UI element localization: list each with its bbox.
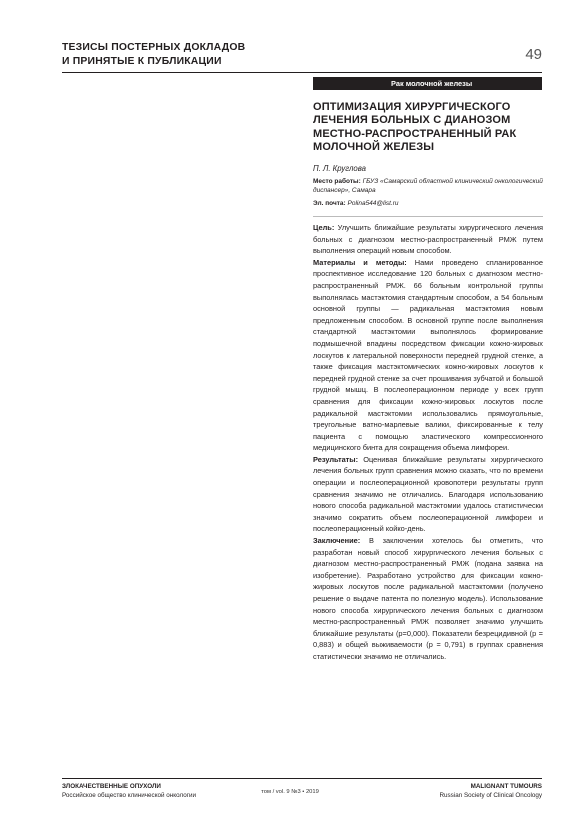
footer-divider [62, 778, 542, 779]
author-name: П. Л. Круглова [313, 164, 366, 173]
header-divider [62, 72, 542, 73]
paragraph-text: Оценивая ближайшие результаты хирургического лечения больных групп сравнения можно сказать, что по времени операции и послеоперационной кровопотери результаты групп сравнения значимо не отличались. Благодаря использованию нового способа радикальной мастэктомии удалось статистически значимо сократить объем послеоперационной лимфореи и послеоперационный койко-день. [313, 454, 543, 534]
article-title-line: МЕСТНО-РАСПРОСТРАНЕННЫЙ РАК [313, 127, 517, 140]
workplace-value: ГБУЗ «Самарский областной клинический онкологический диспансер», Самара [313, 178, 543, 195]
issue-info: том / vol. 9 №3 • 2019 [261, 789, 319, 795]
paragraph-label: Результаты: [313, 454, 359, 464]
paragraph-aim [313, 222, 543, 257]
article-title-line: МОЛОЧНОЙ ЖЕЛЕЗЫ [313, 141, 435, 154]
running-header [62, 41, 245, 68]
paragraph-label: Цель: [313, 223, 335, 232]
paragraph-label: Заключение: [313, 536, 361, 546]
society-name-en: Russian Society of Clinical Oncology [439, 791, 542, 799]
running-header-line-1: ТЕЗИСЫ ПОСТЕРНЫХ ДОКЛАДОВ [62, 42, 246, 53]
paragraph-text: Нами проведено спланированное проспективное исследование 120 больных с диагнозом местно-распространенный РМЖ. 66 больным контрольной группы выполнялась мастэктомия стандартным способом, а 54 больным основной группы — радикальная мастэктомия новым предложенным способом. В основной группе после выполнения стандартной мастэктомии выполнялось формирование подмышечной впадины посредством фиксации кожно-жировых лоскутов к латеральной поверхности передней грудной стенке, а также фиксация мастэктомических кожно-жировых лоскутов к передней грудной стенке за счет прошивания зубчатой и большой грудной мышц. В послеоперационном периоде у всех групп сравнения для фиксации кожно-жировых лоскутов после радикальной мастэктомии использовались прямоугольные, треугольные ватно-марлевые валики, фиксированные к телу пациента с помощью эластического компрессионного медицинского бинта для сокращения объема лимфореи. [313, 257, 543, 453]
society-name-ru: Российское общество клинической онкологии [62, 791, 197, 799]
email-value: Polina544@list.ru [347, 200, 399, 207]
paragraph-methods [313, 257, 543, 454]
email-label: Эл. почта: [313, 200, 346, 207]
workplace-label: Место работы: [313, 178, 361, 185]
abstract-body [313, 222, 543, 663]
paragraph-results [313, 454, 543, 535]
section-label: Рак молочной железы [313, 77, 542, 90]
article-title-line: ОПТИМИЗАЦИЯ ХИРУРГИЧЕСКОГО [313, 101, 511, 113]
journal-name-ru: ЗЛОКАЧЕСТВЕННЫЕ ОПУХОЛИ [62, 783, 161, 790]
workplace [313, 177, 543, 196]
page-number: 49 [525, 46, 542, 63]
paragraph-text: В заключении хотелось бы отметить, что разработан новый способ хирургического лечения больных с диагнозом местно-распространенный РМЖ (подана заявка на изобретение). Разработано устройство для фиксации кожно-жировых лоскутов после радикальной мастэктомии (получено решение о выдаче патента по полезную модель). Использование нового способа хирургического лечения больных с диагнозом местно-распространенный РМЖ позволяет значимо улучшить ближайшие результаты (p=0,000). Показатели безрецидивной (p = 0,883) и общей выживаемости (p = 0,791) в группах сравнения статистически значимо не отличались. [313, 536, 543, 661]
article-title [313, 101, 543, 155]
paragraph-conclusion [313, 535, 543, 663]
email [313, 199, 543, 208]
article-title-line: ЛЕЧЕНИЯ БОЛЬНЫХ С ДИАНОЗОМ [313, 114, 511, 127]
footer-right [439, 783, 542, 800]
paragraph-label: Материалы и методы: [313, 257, 407, 267]
meta-divider [313, 216, 543, 217]
paragraph-text: Улучшить ближайшие результаты хирургического лечения больных с диагнозом местно-распространенный РМЖ путем выполнения операций новым способом. [313, 223, 543, 256]
journal-name-en: MALIGNANT TUMOURS [470, 783, 542, 790]
running-header-line-2: И ПРИНЯТЫЕ К ПУБЛИКАЦИИ [62, 55, 222, 67]
